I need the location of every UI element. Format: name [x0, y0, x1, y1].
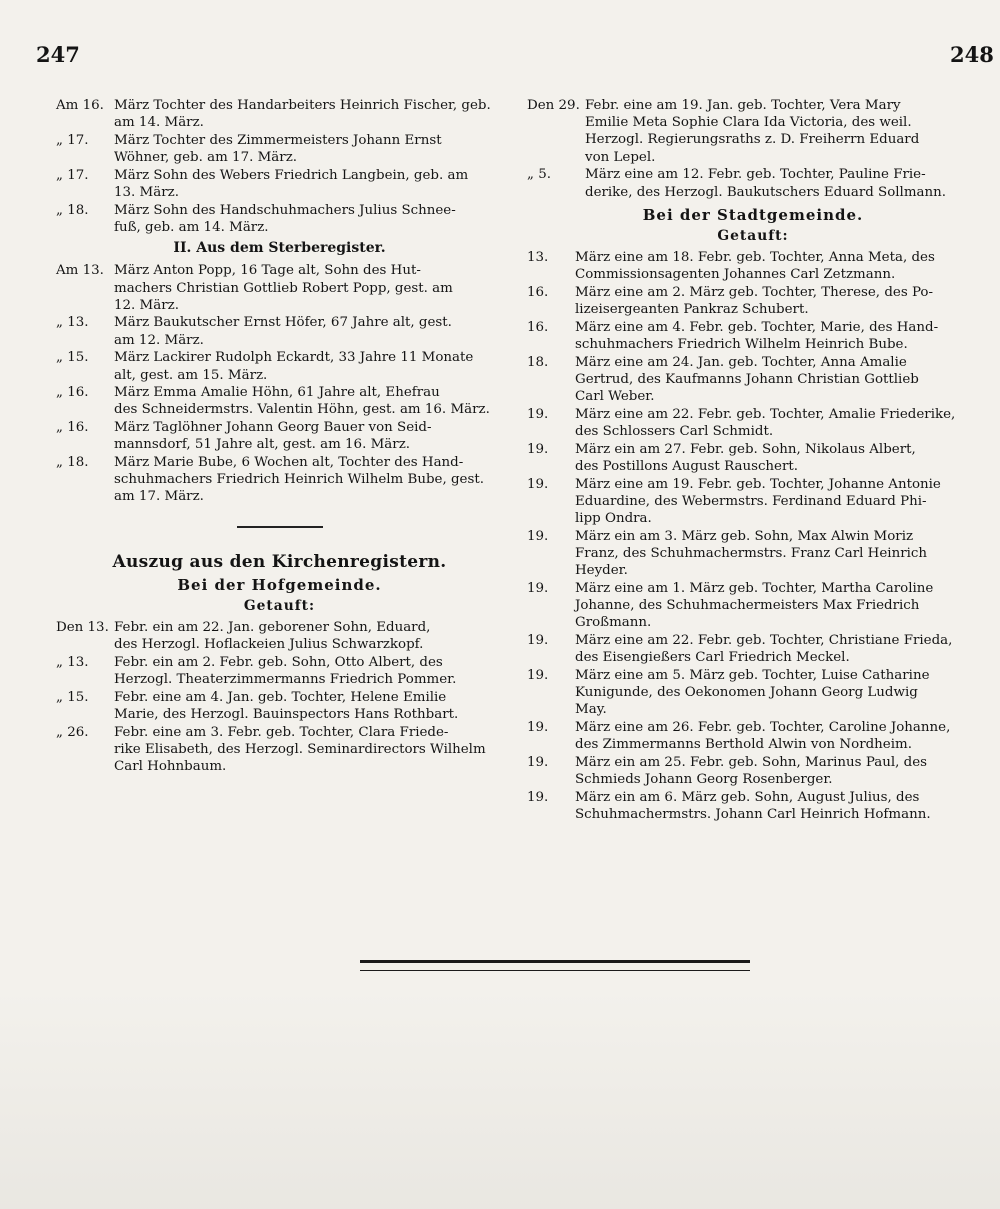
entry-date: „ 26.	[56, 725, 89, 740]
entry-line	[527, 719, 979, 736]
register-entry	[56, 349, 503, 383]
entry-line	[56, 671, 503, 688]
entry-date: „ 16.	[56, 385, 89, 401]
entry-line	[56, 167, 503, 184]
page-number-left: 247	[36, 42, 80, 67]
entry-text: May.	[575, 702, 607, 718]
entry-line	[527, 249, 979, 266]
entry-line	[56, 97, 503, 114]
entry-text: Febr. eine am 4. Jan. geb. Tochter, Helene Emilie	[114, 690, 447, 706]
entry-indent	[527, 423, 575, 440]
entry-indent	[56, 636, 114, 653]
entry-text: derike, des Herzogl. Baukutschers Eduard Sollmann.	[585, 184, 947, 200]
entry-line	[56, 114, 503, 131]
entry-text: Heyder.	[575, 563, 628, 579]
entry-line	[527, 458, 979, 475]
register-entry	[56, 132, 503, 166]
register-entry	[56, 454, 503, 506]
entry-text: mannsdorf, 51 Jahre alt, gest. am 16. März.	[114, 437, 410, 453]
entry-text: Großmann.	[575, 615, 652, 631]
entry-indent	[527, 493, 575, 510]
register-entry	[527, 319, 979, 353]
entry-indent	[527, 684, 575, 701]
register-entry	[527, 441, 979, 475]
entry-text: März ein am 6. März geb. Sohn, August Julius, des	[575, 789, 920, 805]
register-entry	[527, 166, 979, 200]
entry-line	[56, 436, 503, 453]
entry-line	[56, 219, 503, 236]
register-entry	[56, 202, 503, 236]
entry-line	[527, 319, 979, 336]
entry-date: 19.	[527, 441, 549, 457]
entry-date: „ 16.	[56, 420, 89, 436]
entry-line	[56, 132, 503, 149]
register-entry	[56, 97, 503, 131]
entry-line	[527, 684, 979, 701]
entry-indent	[527, 701, 575, 718]
register-entry	[527, 249, 979, 283]
entry-text: Marie, des Herzogl. Bauinspectors Hans Rothbart.	[114, 707, 459, 723]
entry-text: Herzogl. Theaterzimmermanns Friedrich Pommer.	[114, 672, 457, 688]
entry-line	[527, 354, 979, 371]
entry-indent	[56, 741, 114, 758]
entry-text: Schmieds Johann Georg Rosenberger.	[575, 772, 833, 788]
entry-text: schuhmachers Friedrich Heinrich Wilhelm Bube, gest.	[114, 472, 484, 488]
entry-date: 16.	[527, 319, 549, 335]
entry-indent	[56, 297, 114, 314]
entry-line	[56, 367, 503, 384]
entry-line	[56, 332, 503, 349]
register-entry	[527, 754, 979, 788]
entry-text: Franz, des Schuhmachermstrs. Franz Carl Heinrich	[575, 546, 928, 562]
entry-text: des Zimmermanns Berthold Alwin von Nordheim.	[575, 737, 912, 753]
death-register-list	[56, 262, 503, 505]
entry-text: März eine am 1. März geb. Tochter, Martha Caroline	[575, 580, 934, 596]
entry-text: März eine am 4. Febr. geb. Tochter, Marie, des Hand-	[575, 319, 939, 335]
entry-date: 16.	[527, 285, 549, 301]
entry-indent	[527, 545, 575, 562]
entry-text: Kunigunde, des Oekonomen Johann Georg Ludwig	[575, 685, 918, 701]
register-entry	[56, 384, 503, 418]
entry-indent	[56, 706, 114, 723]
city-parish-baptisms	[527, 249, 979, 823]
entry-text: 13. März.	[114, 185, 179, 201]
entry-line	[527, 597, 979, 614]
entry-text: des Schlossers Carl Schmidt.	[575, 424, 774, 440]
register-entry	[56, 619, 503, 653]
entry-text: von Lepel.	[585, 149, 656, 165]
entry-date: 19.	[527, 406, 549, 422]
entry-indent	[527, 562, 575, 579]
register-entry	[527, 580, 979, 632]
entry-text: März Taglöhner Johann Georg Bauer von Seid-	[114, 420, 432, 436]
death-register-heading: II. Aus dem Sterberegister.	[173, 240, 386, 257]
register-entry	[527, 476, 979, 528]
register-entry	[527, 528, 979, 580]
entry-line	[527, 441, 979, 458]
entry-line	[56, 654, 503, 671]
entry-indent	[56, 401, 114, 418]
entry-indent	[56, 149, 114, 166]
entry-line	[527, 789, 979, 806]
entry-indent	[527, 266, 575, 283]
entry-line	[527, 114, 979, 131]
entry-date: „ 17.	[56, 132, 89, 148]
register-entry	[56, 314, 503, 348]
entry-indent	[56, 436, 114, 453]
entry-indent	[527, 149, 585, 166]
entry-line	[56, 758, 503, 775]
entry-indent	[56, 280, 114, 297]
entry-line	[527, 149, 979, 166]
entry-indent	[527, 614, 575, 631]
entry-text: Emilie Meta Sophie Clara Ida Victoria, des weil.	[585, 115, 912, 131]
entry-line	[527, 754, 979, 771]
entry-date: „ 15.	[56, 350, 89, 366]
entry-indent	[527, 649, 575, 666]
entry-line	[527, 184, 979, 201]
entry-text: des Postillons August Rauschert.	[575, 459, 799, 475]
entry-line	[56, 401, 503, 418]
entry-line	[527, 667, 979, 684]
register-entry	[527, 284, 979, 318]
entry-line	[527, 371, 979, 388]
court-parish-baptisms-continued	[527, 97, 979, 201]
entry-text: März Tochter des Handarbeiters Heinrich Fischer, geb.	[114, 98, 491, 113]
church-register-heading: Auszug aus den Kirchenregistern.	[112, 551, 447, 572]
register-entry	[527, 667, 979, 719]
entry-text: Schuhmachermstrs. Johann Carl Heinrich Hofmann.	[575, 807, 931, 823]
entry-text: schuhmachers Friedrich Wilhelm Heinrich Bube.	[575, 337, 908, 353]
entry-date: 19.	[527, 633, 549, 649]
entry-text: März eine am 18. Febr. geb. Tochter, Anna Meta, des	[575, 250, 935, 266]
entry-text: März eine am 22. Febr. geb. Tochter, Amalie Friederike,	[575, 406, 956, 422]
entry-line	[527, 614, 979, 631]
double-rule-divider	[360, 960, 750, 971]
court-parish-heading: Bei der Hofgemeinde.	[177, 575, 382, 594]
entry-indent	[56, 219, 114, 236]
entry-text: März eine am 26. Febr. geb. Tochter, Caroline Johanne,	[575, 720, 951, 736]
entry-line	[527, 580, 979, 597]
register-entry	[527, 789, 979, 823]
entry-text: März Sohn des Webers Friedrich Langbein, geb. am	[114, 167, 469, 183]
entry-line	[56, 314, 503, 331]
entry-text: Wöhner, geb. am 17. März.	[114, 150, 298, 166]
city-parish-heading: Bei der Stadtgemeinde.	[642, 205, 864, 224]
register-entry	[527, 97, 979, 166]
entry-date: 19.	[527, 668, 549, 683]
entry-indent	[527, 131, 585, 148]
entry-indent	[527, 736, 575, 753]
entry-text: März eine am 19. Febr. geb. Tochter, Johanne Antonie	[575, 476, 941, 492]
baptized-heading: Getauft:	[243, 598, 316, 615]
entry-line	[56, 488, 503, 505]
entry-line	[527, 771, 979, 788]
register-entry	[56, 724, 503, 776]
entry-text: am 17. März.	[114, 489, 204, 505]
entry-date: 19.	[527, 580, 549, 596]
entry-line	[527, 562, 979, 579]
entry-line	[527, 806, 979, 823]
entry-text: März eine am 2. März geb. Tochter, Therese, des Po-	[575, 285, 933, 301]
entry-indent	[527, 336, 575, 353]
entry-line	[56, 149, 503, 166]
entry-date: 19.	[527, 755, 549, 771]
entry-text: des Schneidermstrs. Valentin Höhn, gest. am 16. März.	[114, 402, 490, 418]
entry-line	[56, 349, 503, 366]
entry-indent	[56, 758, 114, 775]
entry-indent	[527, 114, 585, 131]
entry-line	[56, 297, 503, 314]
register-entry	[56, 419, 503, 453]
entry-date: Am 16.	[56, 98, 104, 113]
entry-indent	[527, 771, 575, 788]
entry-text: März Anton Popp, 16 Tage alt, Sohn des Hut-	[114, 263, 421, 279]
entry-text: März Baukutscher Ernst Höfer, 67 Jahre alt, gest.	[114, 315, 452, 331]
entry-indent	[527, 458, 575, 475]
entry-date: Den 13.	[56, 620, 109, 636]
register-entry	[56, 167, 503, 201]
entry-text: Carl Weber.	[575, 389, 655, 405]
entry-line	[56, 471, 503, 488]
entry-indent	[56, 471, 114, 488]
entry-indent	[527, 510, 575, 527]
entry-text: Eduardine, des Webermstrs. Ferdinand Eduard Phi-	[575, 493, 927, 509]
entry-line	[527, 301, 979, 318]
entry-indent	[527, 388, 575, 405]
register-entry	[56, 689, 503, 723]
entry-line	[527, 649, 979, 666]
register-entry	[527, 406, 979, 440]
entry-indent	[56, 671, 114, 688]
entry-line	[56, 454, 503, 471]
entry-text: März Emma Amalie Höhn, 61 Jahre alt, Ehefrau	[114, 385, 440, 401]
entry-line	[527, 736, 979, 753]
register-entry	[527, 632, 979, 666]
entry-text: lipp Ondra.	[575, 511, 652, 527]
entry-date: 13.	[527, 250, 549, 266]
entry-text: März eine am 24. Jan. geb. Tochter, Anna Amalie	[575, 354, 907, 370]
entry-text: Herzogl. Regierungsraths z. D. Freiherrn Eduard	[585, 132, 920, 148]
entry-text: März ein am 25. Febr. geb. Sohn, Marinus Paul, des	[575, 755, 927, 771]
entry-line	[527, 284, 979, 301]
entry-text: rike Elisabeth, des Herzogl. Seminardirectors Wilhelm	[114, 742, 486, 758]
entry-text: lizeisergeanten Pankraz Schubert.	[575, 302, 809, 318]
entry-text: fuß, geb. am 14. März.	[114, 219, 269, 235]
entry-text: März Marie Bube, 6 Wochen alt, Tochter des Hand-	[114, 455, 464, 471]
entry-indent	[56, 114, 114, 131]
section-divider	[237, 526, 323, 528]
entry-date: Den 29.	[527, 98, 580, 113]
entry-text: März ein am 27. Febr. geb. Sohn, Nikolaus Albert,	[575, 441, 916, 457]
bleed-through-area	[0, 990, 1000, 1209]
entry-date: 19.	[527, 789, 549, 805]
entry-line	[527, 493, 979, 510]
entry-text: am 14. März.	[114, 115, 204, 131]
entry-text: am 12. März.	[114, 332, 204, 348]
entry-text: März ein am 3. März geb. Sohn, Max Alwin Moriz	[575, 528, 914, 544]
page-number-right: 248	[950, 42, 994, 67]
entry-date: „ 18.	[56, 202, 89, 218]
entry-text: des Eisengießers Carl Friedrich Meckel.	[575, 650, 850, 666]
entry-text: Febr. eine am 19. Jan. geb. Tochter, Vera Mary	[585, 98, 901, 113]
entry-indent	[56, 488, 114, 505]
entry-date: 19.	[527, 720, 549, 736]
entry-date: Am 13.	[56, 263, 104, 279]
register-entry	[56, 262, 503, 314]
entry-date: „ 5.	[527, 167, 551, 183]
entry-line	[527, 131, 979, 148]
entry-text: März Tochter des Zimmermeisters Johann Ernst	[114, 132, 442, 148]
entry-text: Carl Hohnbaum.	[114, 759, 227, 775]
entry-line	[56, 689, 503, 706]
entry-indent	[527, 806, 575, 823]
entry-text: Febr. ein am 22. Jan. geborener Sohn, Eduard,	[114, 620, 431, 636]
entry-line	[56, 384, 503, 401]
entry-line	[527, 528, 979, 545]
right-column	[527, 97, 979, 824]
entry-text: des Herzogl. Hoflackeien Julius Schwarzkopf.	[114, 637, 424, 653]
left-column	[56, 97, 503, 776]
entry-text: 12. März.	[114, 297, 179, 313]
entry-line	[527, 388, 979, 405]
entry-date: „ 17.	[56, 167, 89, 183]
entry-line	[527, 423, 979, 440]
entry-date: 19.	[527, 476, 549, 492]
entry-text: alt, gest. am 15. März.	[114, 367, 268, 383]
entry-text: Gertrud, des Kaufmanns Johann Christian Gottlieb	[575, 372, 919, 388]
entry-line	[527, 336, 979, 353]
entry-date: „ 13.	[56, 315, 89, 331]
entry-indent	[527, 371, 575, 388]
entry-line	[527, 266, 979, 283]
entry-text: Commissionsagenten Johannes Carl Zetzmann.	[575, 267, 896, 283]
register-entry	[56, 654, 503, 688]
entry-date: „ 18.	[56, 455, 89, 471]
entry-indent	[527, 301, 575, 318]
entry-line	[527, 510, 979, 527]
entry-date: „ 15.	[56, 690, 89, 706]
entry-line	[527, 166, 979, 183]
entry-line	[56, 706, 503, 723]
entry-indent	[56, 332, 114, 349]
entry-line	[56, 724, 503, 741]
entry-line	[56, 202, 503, 219]
entry-text: März eine am 5. März geb. Tochter, Luise Catharine	[575, 668, 930, 683]
entry-line	[56, 184, 503, 201]
entry-indent	[527, 597, 575, 614]
entry-text: März Lackirer Rudolph Eckardt, 33 Jahre 11 Monate	[114, 350, 474, 366]
entry-line	[56, 419, 503, 436]
entry-text: Febr. ein am 2. Febr. geb. Sohn, Otto Albert, des	[114, 655, 443, 671]
birth-register-list	[56, 97, 503, 236]
entry-line	[527, 632, 979, 649]
entry-text: März eine am 22. Febr. geb. Tochter, Christiane Frieda,	[575, 633, 953, 649]
entry-text: Febr. eine am 3. Febr. geb. Tochter, Clara Friede-	[114, 725, 449, 740]
entry-text: machers Christian Gottlieb Robert Popp, gest. am	[114, 280, 453, 296]
entry-line	[527, 476, 979, 493]
entry-text: März eine am 12. Febr. geb. Tochter, Pauline Frie-	[585, 167, 926, 183]
court-parish-baptisms	[56, 619, 503, 775]
entry-indent	[56, 184, 114, 201]
entry-date: „ 13.	[56, 655, 89, 671]
entry-line	[527, 406, 979, 423]
register-entry	[527, 354, 979, 406]
entry-text: März Sohn des Handschuhmachers Julius Schnee-	[114, 202, 456, 218]
entry-line	[527, 545, 979, 562]
entry-date: 18.	[527, 354, 549, 370]
entry-line	[56, 280, 503, 297]
entry-line	[56, 636, 503, 653]
entry-indent	[56, 367, 114, 384]
entry-line	[56, 262, 503, 279]
entry-indent	[527, 184, 585, 201]
entry-line	[56, 619, 503, 636]
entry-line	[527, 97, 979, 114]
entry-date: 19.	[527, 528, 549, 544]
register-entry	[527, 719, 979, 753]
baptized-heading: Getauft:	[717, 227, 789, 244]
entry-line	[527, 701, 979, 718]
entry-line	[56, 741, 503, 758]
entry-text: Johanne, des Schuhmachermeisters Max Friedrich	[575, 598, 920, 614]
